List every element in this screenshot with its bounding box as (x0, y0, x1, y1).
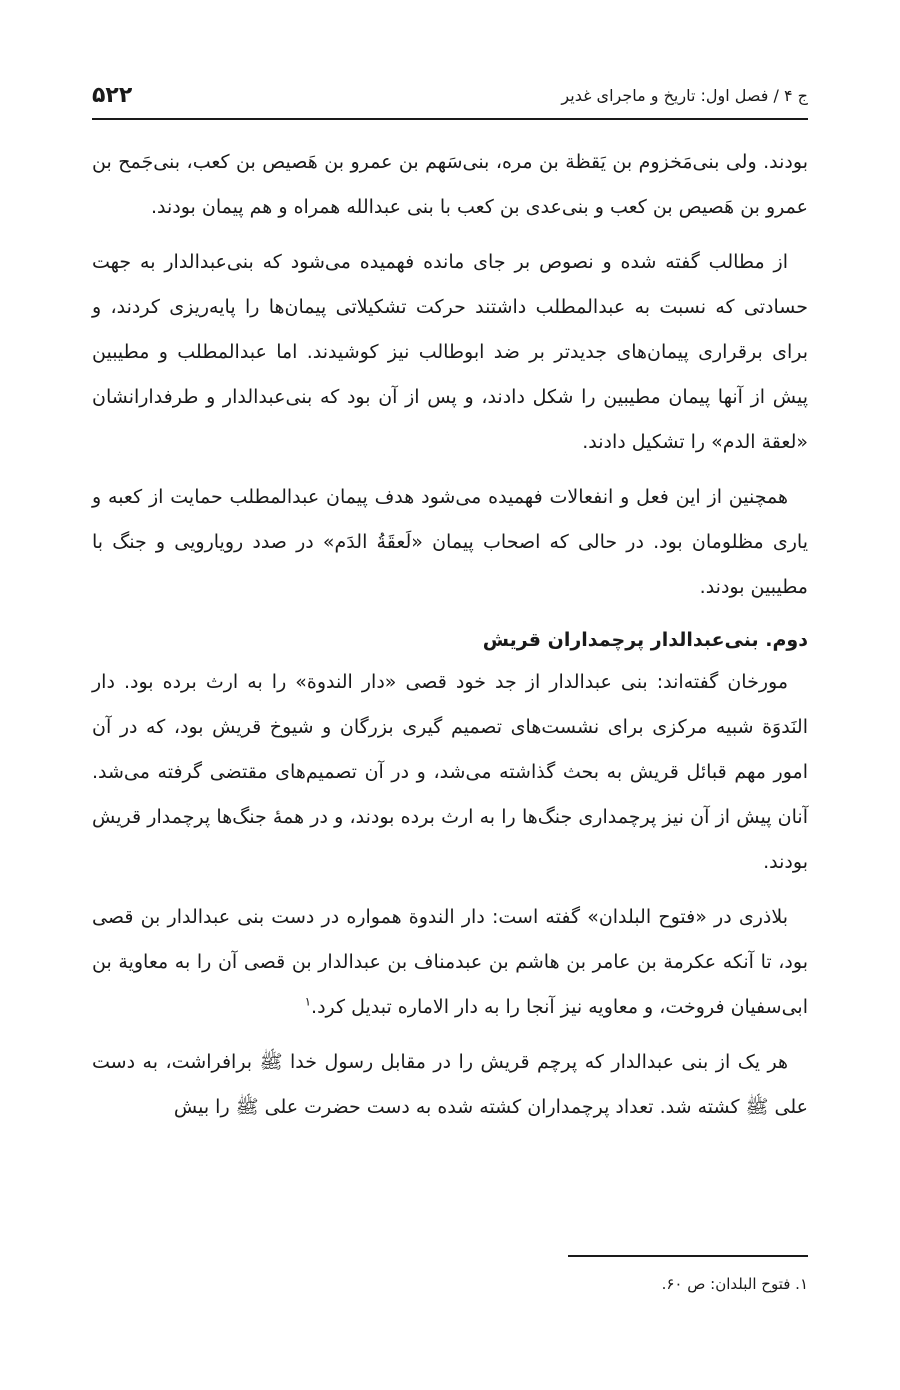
body-text (92, 140, 808, 1140)
paragraph-5 (92, 895, 808, 1030)
page-header (92, 78, 808, 112)
footnote-reference[interactable]: ١ (304, 994, 312, 1009)
paragraph-6: هر یک از بنی عبدالدار که پرچم قریش را در مقابل رسول خدا ﷺ برافراشت، به دست علی ﷺ کشته شد. تعداد پرچمداران کشته شده به دست حضرت علی ﷺ را بیش (92, 1051, 808, 1118)
paragraph-4: مورخان گفته‌اند: بنی عبدالدار از جد خود قصی «دار الندوة» را به ارث برده بود. دار النَدوَة شبیه مرکزی برای نشست‌های تصمیم گیری بزرگان و شیوخ قریش بود، که در آن امور مهم قبائل قریش به بحث گذاشته می‌شد، و در آن تصمیم‌های مقتضی گرفته می‌شد. آنان پیش از آن نیز پرچمداری جنگ‌ها را به ارث برده بودند، و در همهٔ جنگ‌ها پرچمدار قریش بودند. (92, 671, 808, 873)
running-title: ج ۴ / فصل اول: تاریخ و ماجرای غدیر (561, 85, 808, 105)
page-number: ۵۲۲ (92, 82, 133, 108)
footnote: ١. فتوح البلدان: ص ۶٠. (661, 1275, 808, 1293)
paragraph-1: بودند. ولی بنی‌مَخزوم بن یَقظة بن مره، بنی‌سَهم بن عمرو بن هَصیص بن کعب، بنی‌جَمح بن عمرو بن هَصیص بن کعب و بنی‌عدی بن کعب با بنی عبدالله همراه و هم پیمان بودند. (92, 151, 808, 218)
book-page (92, 0, 808, 1390)
paragraph-2: از مطالب گفته شده و نصوص بر جای مانده فهمیده می‌شود که بنی‌عبدالدار به جهت حسادتی که نسبت به عبدالمطلب داشتند حرکت تشکیلاتی پیمان‌ها را پایه‌ریزی کردند، و برای برقراری پیمان‌های جدیدتر بر ضد ابوطالب نیز کوشیدند. اما عبدالمطلب و مطیبین پیش از آنها پیمان مطیبین را شکل دادند، و پس از آن بود که بنی‌عبدالدار و طرفدارانشان «لعقة الدم» را تشکیل دادند. (92, 251, 808, 453)
footnote-rule (568, 1255, 808, 1257)
section-heading: دوم. بنی‌عبدالدار پرچمداران قریش (482, 629, 808, 651)
paragraph-5-text: بلاذری در «فتوح البلدان» گفته است: دار الندوة همواره در دست بنی عبدالدار بن قصی بود، تا آنکه عکرمة بن عامر بن هاشم بن عبدمناف بن عبدالدار بن قصی آن را به معاویة بن ابی‌سفیان فروخت، و معاویه نیز آنجا را به دار الاماره تبدیل کرد. (92, 906, 808, 1018)
header-rule (92, 118, 808, 120)
paragraph-3: همچنین از این فعل و انفعالات فهمیده می‌شود هدف پیمان عبدالمطلب حمایت از کعبه و یاری مظلومان بود. در حالی که اصحاب پیمان «لَعقَةُ الدَم» در صدد رویارویی و جنگ با مطیبین بودند. (92, 486, 808, 598)
